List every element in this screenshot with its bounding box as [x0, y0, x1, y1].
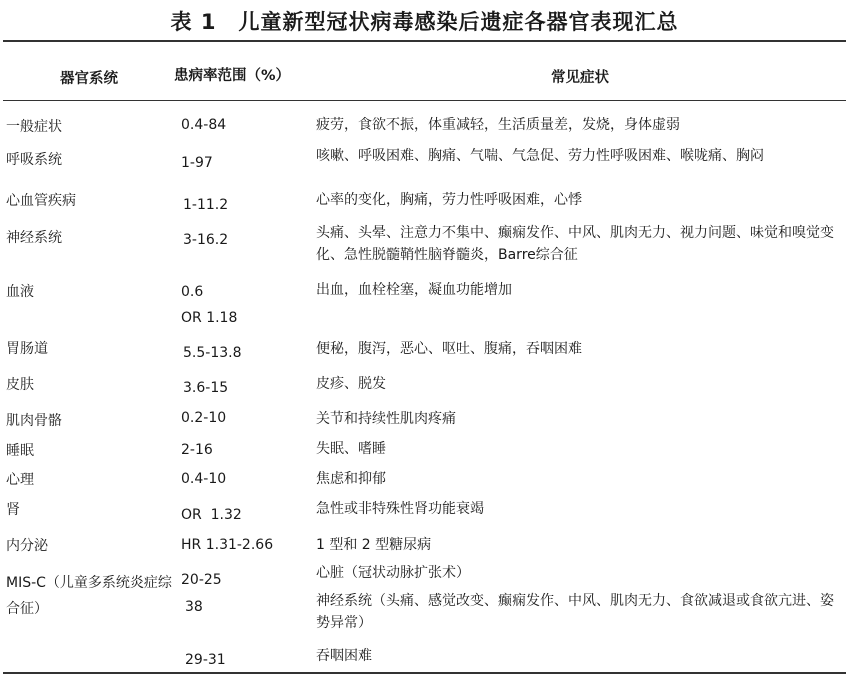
symptoms-cell: 疲劳，食欲不振，体重减轻，生活质量差，发烧，身体虚弱 — [316, 117, 680, 133]
rate-cell: 3-16.2 — [183, 232, 229, 248]
organ-cell: 睡眠 — [6, 443, 34, 459]
organ-cell: 内分泌 — [6, 538, 48, 554]
rate-cell: 1-11.2 — [183, 197, 229, 213]
rate-cell: 5.5-13.8 — [183, 345, 242, 361]
organ-cell: 胃肠道 — [6, 341, 48, 357]
organ-cell: 一般症状 — [6, 119, 62, 135]
organ-cell: 心理 — [6, 472, 34, 488]
rate-cell: 2-16 — [181, 442, 213, 458]
header-organ-system: 器官系统 — [60, 71, 118, 87]
rate-cell: 0.6 — [181, 284, 204, 300]
rate-cell: 38 — [185, 599, 203, 615]
symptoms-cell: 心脏（冠状动脉扩张术） — [316, 565, 470, 581]
organ-cell: 神经系统 — [6, 230, 62, 246]
symptoms-cell: 急性或非特殊性肾功能衰竭 — [316, 501, 484, 517]
symptoms-cell: 吞咽困难 — [316, 648, 372, 664]
symptoms-cell: 神经系统（头痛、感觉改变、癫痫发作、中风、肌肉无力、食欲减退或食欲亢进、姿势异常） — [316, 593, 834, 631]
organ-cell: 心血管疾病 — [6, 193, 76, 209]
header-common-symptoms: 常见症状 — [551, 70, 609, 86]
organ-cell: 肌肉骨骼 — [6, 413, 62, 429]
rate-cell: 0.4-10 — [181, 471, 227, 487]
rate-cell: 0.4-84 — [181, 117, 227, 133]
symptoms-cell: 心率的变化，胸痛，劳力性呼吸困难，心悸 — [316, 192, 582, 208]
organ-cell: 血液 — [6, 284, 34, 300]
rate-cell-secondary: OR 1.18 — [181, 310, 238, 326]
symptoms-cell: 咳嗽、呼吸困难、胸痛、气喘、气急促、劳力性呼吸困难、喉咙痛、胸闷 — [316, 148, 764, 164]
symptoms-cell: 头痛、头晕、注意力不集中、癫痫发作、中风、肌肉无力、视力问题、味觉和嗅觉变化、急性脱髓鞘性脑脊髓炎，Barre综合征 — [316, 225, 834, 263]
rate-cell: 20-25 — [181, 572, 222, 588]
symptoms-cell: 出血，血栓栓塞，凝血功能增加 — [316, 282, 512, 298]
table-title: 表 1 儿童新型冠状病毒感染后遗症各器官表现汇总 — [170, 10, 679, 34]
symptoms-cell: 便秘，腹泻，恶心、呕吐、腹痛，吞咽困难 — [316, 341, 582, 357]
rate-cell: HR 1.31-2.66 — [181, 537, 274, 553]
rate-cell: 29-31 — [185, 652, 226, 668]
header-rule — [3, 100, 846, 101]
organ-cell: 呼吸系统 — [6, 152, 62, 168]
rate-cell: 1-97 — [181, 155, 213, 171]
organ-cell: 肾 — [6, 502, 20, 518]
rate-cell: OR 1.32 — [181, 507, 242, 523]
organ-cell: MIS-C（儿童多系统炎症综合征） — [6, 575, 172, 617]
rate-cell: 3.6-15 — [183, 380, 229, 396]
symptoms-cell: 1 型和 2 型糖尿病 — [316, 537, 432, 553]
rate-cell: 0.2-10 — [181, 410, 227, 426]
header-prevalence-range: 患病率范围（%） — [174, 68, 291, 84]
symptoms-cell: 失眠、嗜睡 — [316, 441, 386, 457]
organ-cell: 皮肤 — [6, 377, 34, 393]
top-rule — [3, 40, 846, 42]
symptoms-cell: 皮疹、脱发 — [316, 376, 386, 392]
symptoms-cell: 焦虑和抑郁 — [316, 471, 386, 487]
symptoms-cell: 关节和持续性肌肉疼痛 — [316, 411, 456, 427]
